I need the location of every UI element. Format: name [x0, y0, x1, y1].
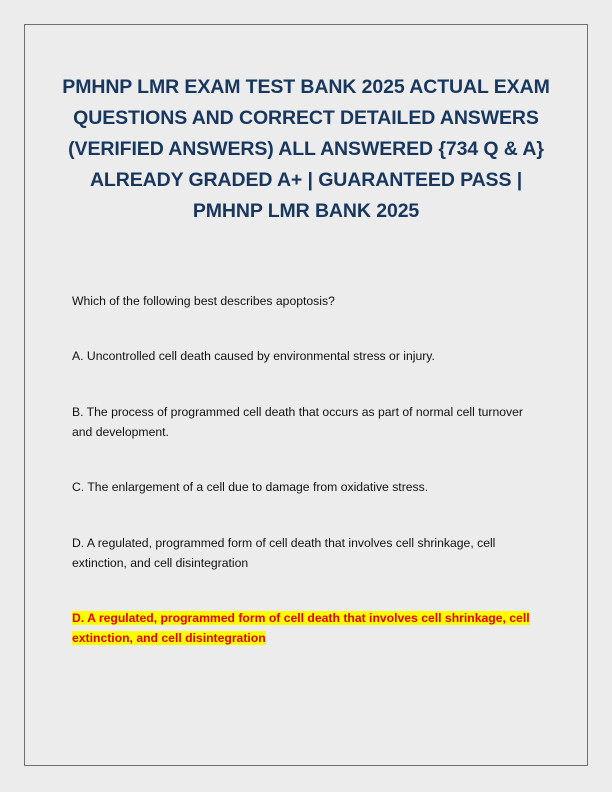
option-d: D. A regulated, programmed form of cell death that involves cell shrinkage, cell extinction, and cell disintegration [72, 536, 496, 570]
document-title: PMHNP LMR EXAM TEST BANK 2025 ACTUAL EXAM QUESTIONS AND CORRECT DETAILED ANSWERS (VERIFIED ANSWERS) ALL ANSWERED {734 Q & A} ALREADY GRADED A+ | GUARANTEED PASS | PMHNP LMR BANK 2025 [62, 76, 550, 222]
answer-highlight: D. A regulated, programmed form of cell death that involves cell shrinkage, cell extinction, and cell disintegration [72, 611, 530, 645]
correct-answer [72, 608, 542, 648]
option-a: A. Uncontrolled cell death caused by environmental stress or injury. [72, 349, 435, 363]
question-text: Which of the following best describes apoptosis? [72, 294, 335, 308]
option-b: B. The process of programmed cell death that occurs as part of normal cell turnover and development. [72, 405, 523, 439]
option-c: C. The enlargement of a cell due to damage from oxidative stress. [72, 480, 429, 494]
